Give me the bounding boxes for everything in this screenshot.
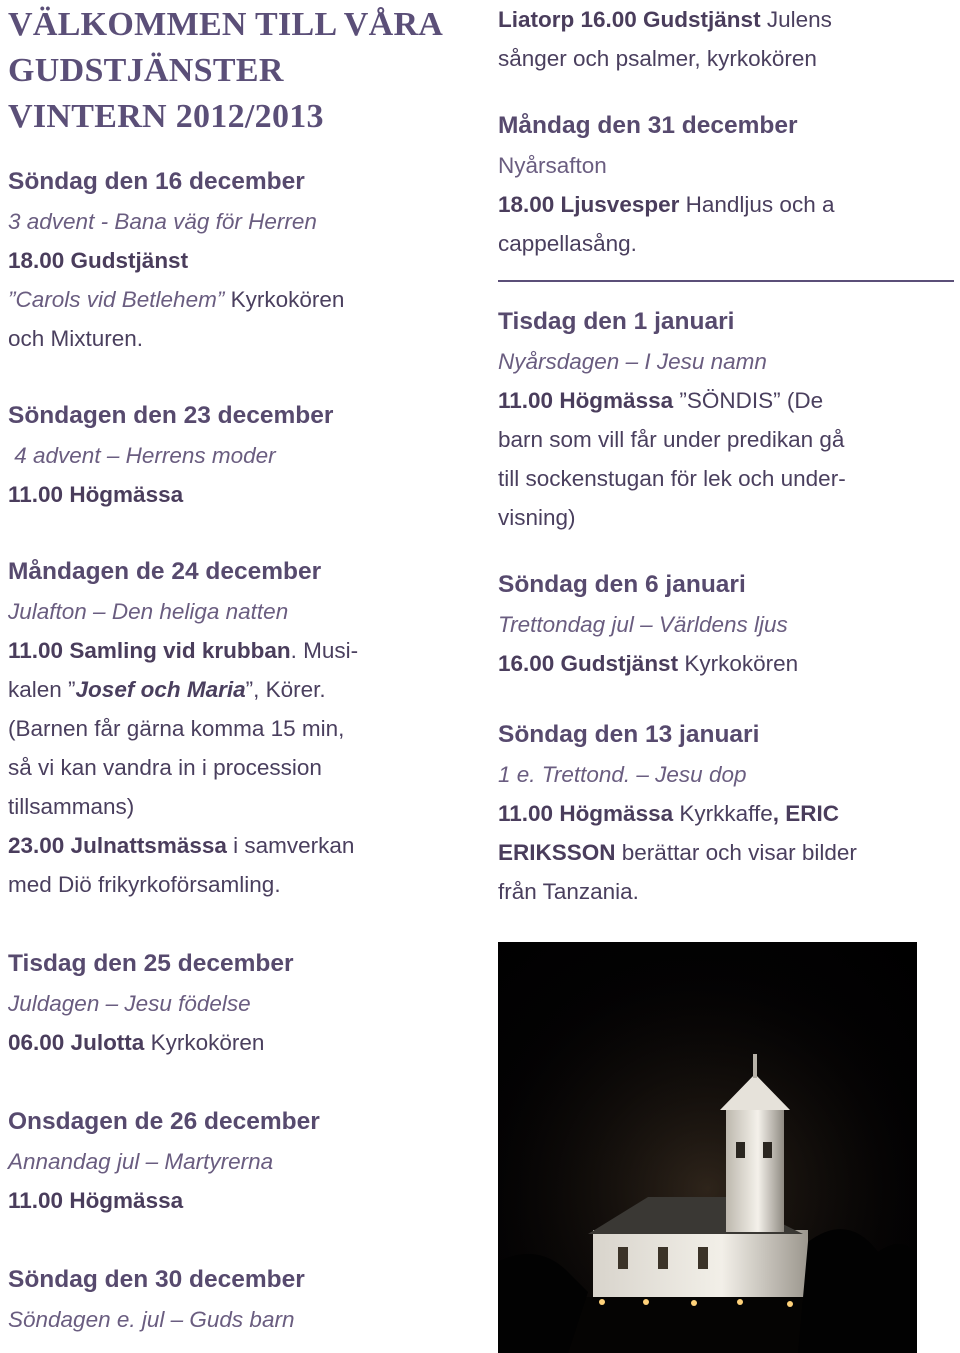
service-dec-16 [8, 162, 478, 358]
tree-silhouette [798, 1229, 917, 1353]
service-subtitle: Söndagen e. jul – Guds barn [8, 1307, 295, 1332]
service-description: från Tanzania. [498, 879, 639, 904]
service-description: 06.00 Julotta Kyrkokören [8, 1030, 265, 1055]
church-illustration [498, 942, 917, 1353]
divider [498, 280, 954, 282]
service-subtitle: Julafton – Den heliga natten [8, 599, 289, 624]
service-dec-25 [8, 944, 478, 1062]
service-description: ERIKSSON berättar och visar bilder [498, 840, 857, 865]
service-description: ”Carols vid Betlehem” Kyrkokören [8, 287, 345, 312]
service-jan-1 [498, 302, 958, 537]
tower-window [763, 1142, 772, 1158]
service-jan-6 [498, 565, 958, 683]
service-day: Söndag den 30 december [8, 1266, 305, 1293]
service-day: Söndagen den 23 december [8, 402, 334, 429]
service-time: 11.00 Högmässa [8, 1188, 184, 1213]
service-description: 23.00 Julnattsmässa i samverkan [8, 833, 355, 858]
service-description: 18.00 Ljusvesper Handljus och a [498, 192, 835, 217]
title-line-1: VÄLKOMMEN TILL VÅRA [8, 6, 444, 43]
right-column [498, 0, 958, 911]
service-description: Liatorp 16.00 Gudstjänst Julens [498, 7, 832, 32]
lamp-light [643, 1299, 649, 1305]
service-description: 11.00 Högmässa Kyrkkaffe, ERIC [498, 801, 840, 826]
service-description: barn som vill får under predikan gå [498, 427, 845, 452]
service-subtitle: 4 advent – Herrens moder [8, 443, 276, 468]
service-day: Onsdagen de 26 december [8, 1108, 320, 1135]
service-day: Måndagen de 24 december [8, 558, 322, 585]
service-subtitle: Nyårsafton [498, 153, 607, 178]
lamp-light [787, 1301, 793, 1307]
tower-window [736, 1142, 745, 1158]
service-day: Måndag den 31 december [498, 112, 798, 139]
church-window [618, 1247, 628, 1269]
service-dec-23 [8, 396, 478, 514]
service-time: 18.00 Gudstjänst [8, 248, 189, 273]
service-description: och Mixturen. [8, 326, 144, 351]
service-day: Tisdag den 1 januari [498, 308, 735, 335]
service-dec-26 [8, 1102, 478, 1220]
service-day: Söndag den 6 januari [498, 571, 746, 598]
service-dec-31 [498, 106, 958, 263]
service-description: till sockenstugan för lek och under- [498, 466, 846, 491]
service-description: tillsammans) [8, 794, 135, 819]
service-subtitle: Juldagen – Jesu födelse [8, 991, 251, 1016]
lamp-light [737, 1299, 743, 1305]
service-subtitle: 3 advent - Bana väg för Herren [8, 209, 317, 234]
service-day: Tisdag den 25 december [8, 950, 294, 977]
service-subtitle: Nyårsdagen – I Jesu namn [498, 349, 767, 374]
service-dec-24 [8, 552, 478, 904]
left-column [8, 0, 478, 1339]
service-description: 11.00 Högmässa ”SÖNDIS” (De [498, 388, 824, 413]
service-description: sånger och psalmer, kyrkokören [498, 46, 817, 71]
service-day: Söndag den 13 januari [498, 721, 760, 748]
service-liatorp [498, 0, 958, 78]
service-day: Söndag den 16 december [8, 168, 305, 195]
church-window [698, 1247, 708, 1269]
service-time: 11.00 Högmässa [8, 482, 184, 507]
service-description: visning) [498, 505, 576, 530]
tower-spire [753, 1054, 757, 1078]
service-jan-13 [498, 715, 958, 911]
service-description: cappellasång. [498, 231, 637, 256]
church-night-photo [498, 942, 917, 1353]
service-description: (Barnen får gärna komma 15 min, [8, 716, 345, 741]
lamp-light [691, 1300, 697, 1306]
church-tower [726, 1107, 784, 1232]
title-line-3: VINTERN 2012/2013 [8, 98, 324, 135]
service-description: 16.00 Gudstjänst Kyrkokören [498, 651, 799, 676]
title-line-2: GUDSTJÄNSTER [8, 52, 284, 89]
service-subtitle: Trettondag jul – Världens ljus [498, 612, 788, 637]
service-description: 11.00 Samling vid krubban. Musi- [8, 638, 359, 663]
lamp-light [599, 1299, 605, 1305]
service-description: kalen ”Josef och Maria”, Körer. [8, 677, 326, 702]
service-description: så vi kan vandra in i procession [8, 755, 322, 780]
service-dec-30 [8, 1260, 478, 1339]
church-window [658, 1247, 668, 1269]
service-subtitle: Annandag jul – Martyrerna [8, 1149, 274, 1174]
page-title [8, 0, 478, 140]
service-description: med Diö frikyrkoförsamling. [8, 872, 281, 897]
service-subtitle: 1 e. Trettond. – Jesu dop [498, 762, 747, 787]
